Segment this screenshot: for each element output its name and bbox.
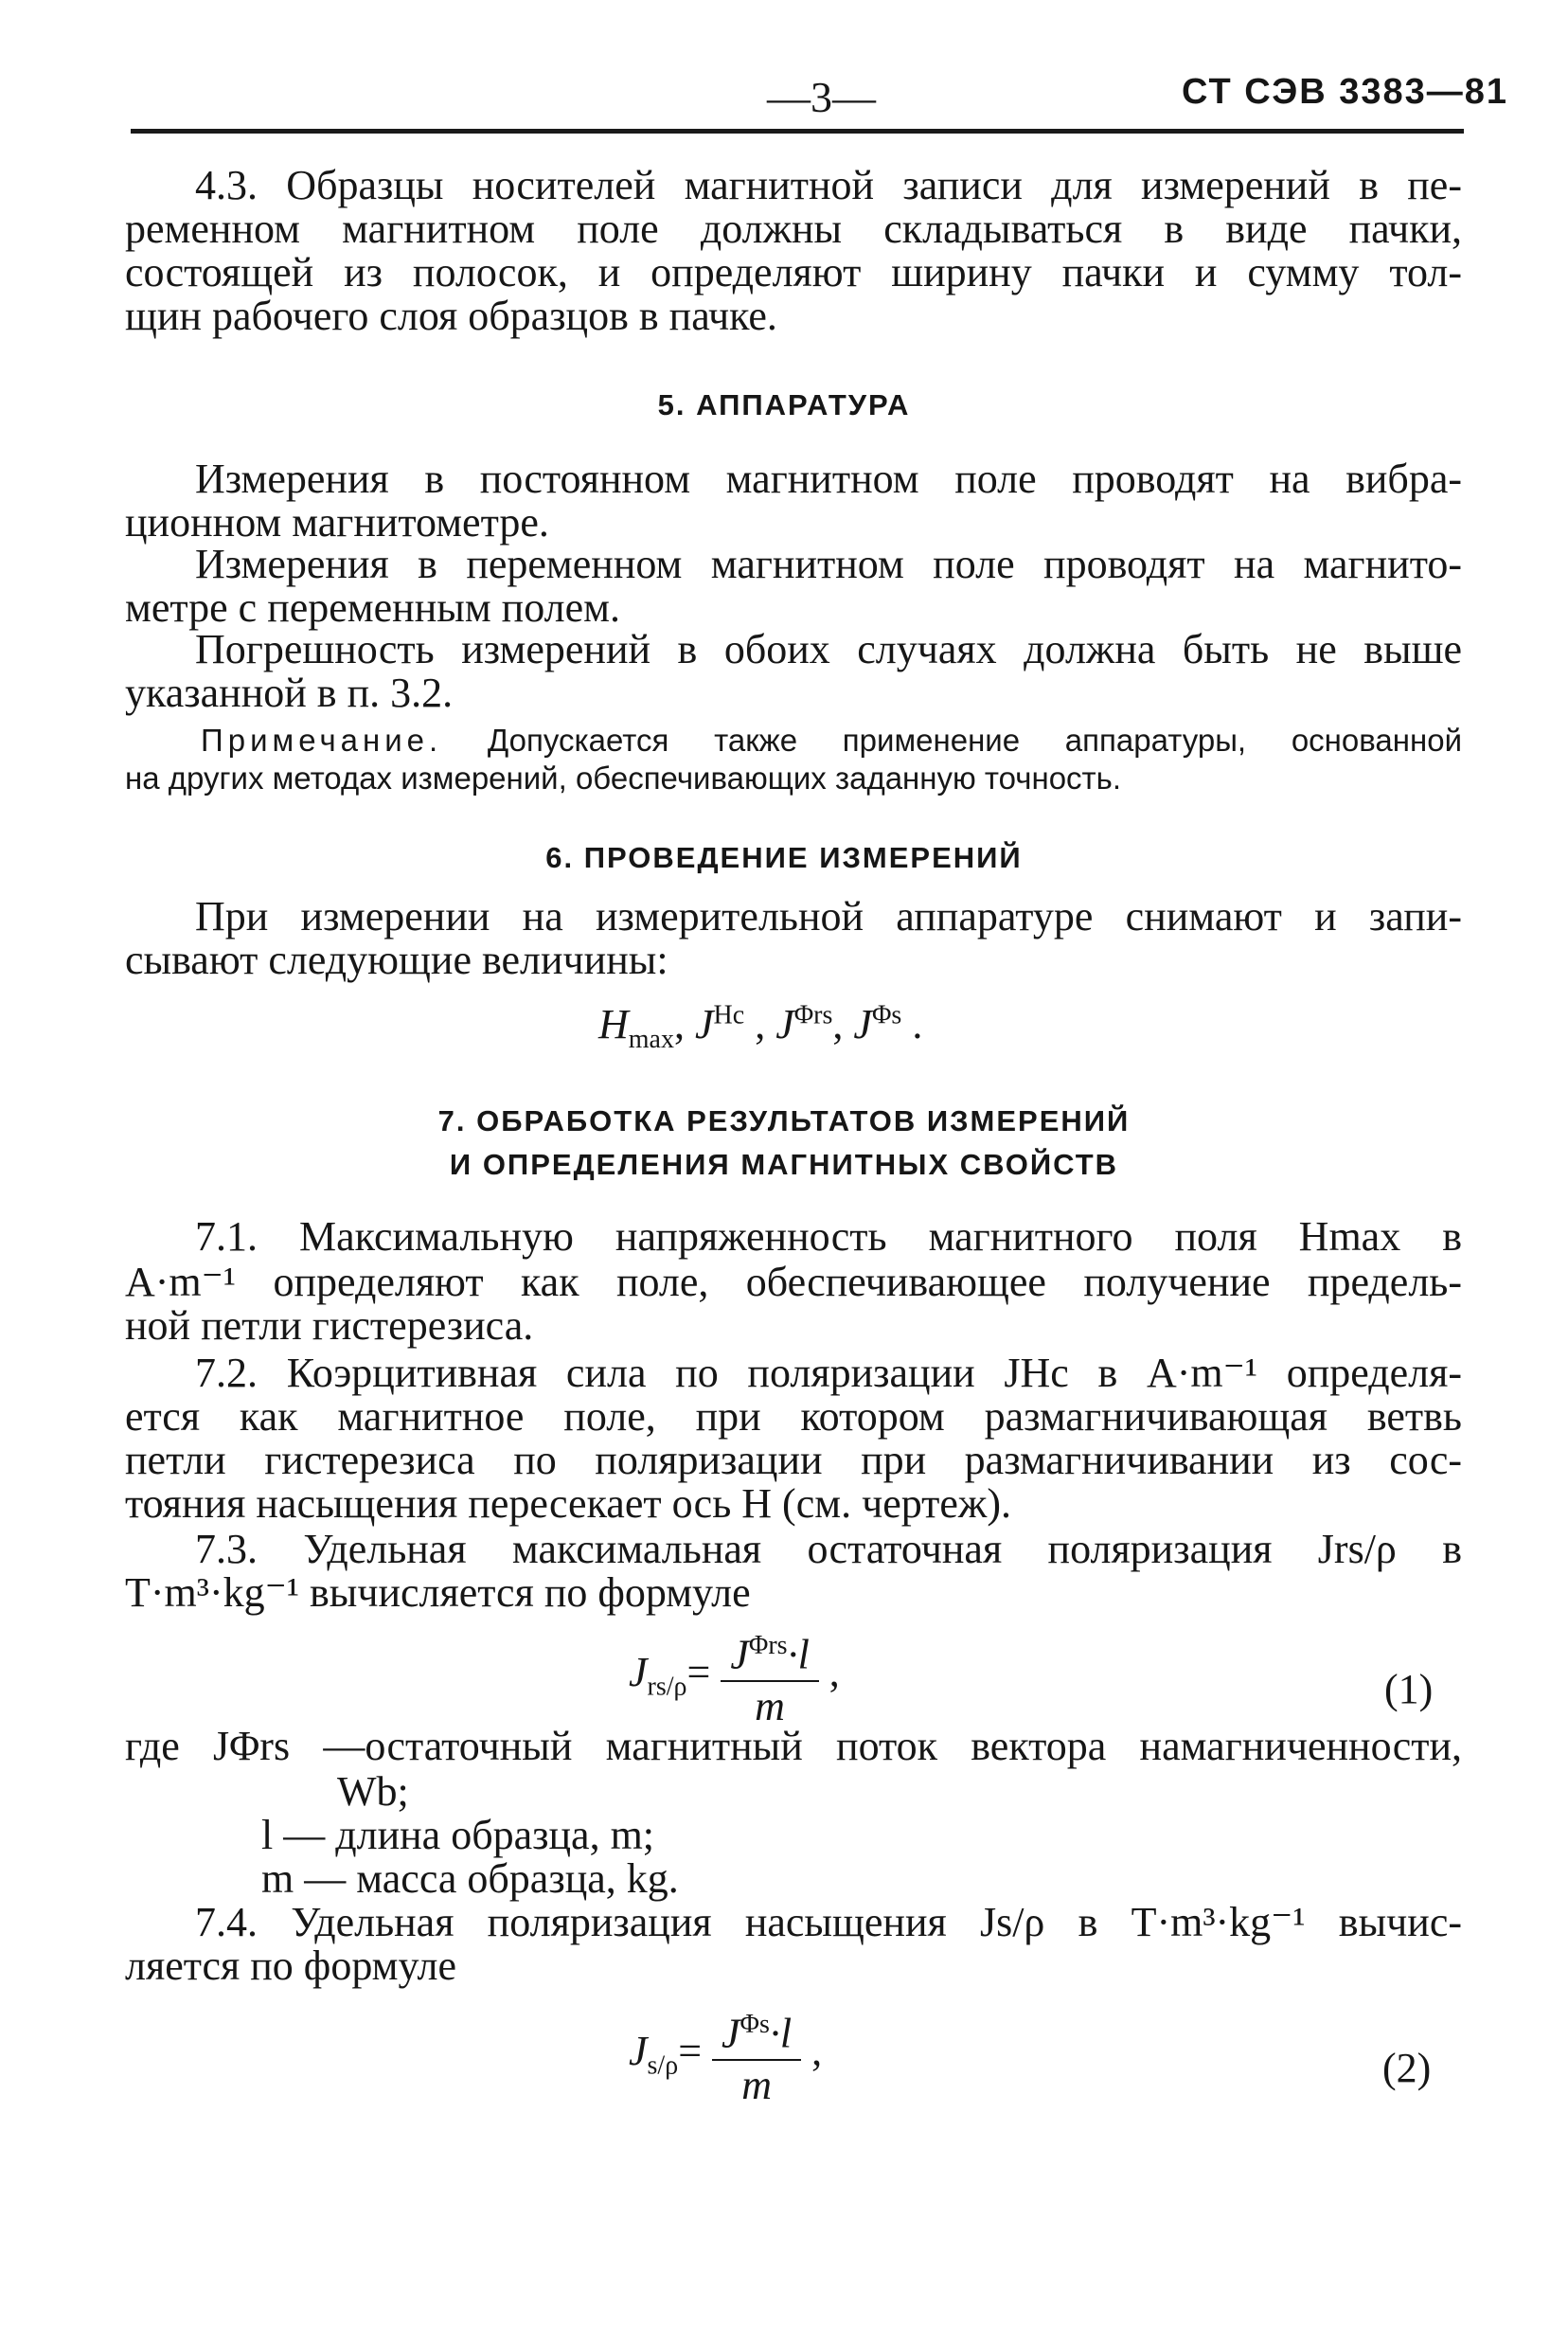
paragraph-line: A·m⁻¹ определяют как поле, обеспечивающее получение предель- xyxy=(125,1259,1462,1305)
note-label: Примечание. xyxy=(201,723,443,758)
paragraph-line: ляется по формуле xyxy=(125,1942,457,1989)
section-heading: И ОПРЕДЕЛЕНИЯ МАГНИТНЫХ СВОЙСТВ xyxy=(449,1148,1119,1181)
paragraph-line: где JΦrs —остаточный магнитный поток вектора намагниченности, xyxy=(125,1723,1462,1769)
paragraph-line: Измерения в переменном магнитном поле проводят на магнито- xyxy=(195,541,1462,587)
formula-2: $J_{s/\rho}=$ $\frac{J^{\Phi s}\cdot l}{m}$ , xyxy=(629,2000,822,2110)
paragraph-line: ременном магнитном поле должны складываться в виде пачки, xyxy=(125,206,1462,252)
paragraph-line: 7.3. Удельная максимальная остаточная поляризация Jrs/ρ в xyxy=(195,1526,1462,1572)
paragraph-line: ционном магнитометре. xyxy=(125,499,549,546)
paragraph-line: Wb; xyxy=(337,1768,409,1815)
paragraph-line: сывают следующие величины: xyxy=(125,937,668,983)
paragraph-line: метре с переменным полем. xyxy=(125,584,620,631)
paragraph-line: 7.4. Удельная поляризация насыщения Js/ρ в T·m³·kg⁻¹ вычис- xyxy=(195,1899,1462,1945)
paragraph-line: 7.2. Коэрцитивная сила по поляризации JHc в A·m⁻¹ определя- xyxy=(195,1350,1462,1396)
equation-number: (2) xyxy=(1382,2045,1432,2091)
paragraph-line: петли гистерезиса по поляризации при размагничивании из сос- xyxy=(125,1437,1462,1483)
paragraph-line: 4.3. Образцы носителей магнитной записи для измерений в пе- xyxy=(195,162,1462,208)
section-heading: 7. ОБРАБОТКА РЕЗУЛЬТАТОВ ИЗМЕРЕНИЙ xyxy=(437,1104,1131,1137)
fraction: $\frac{J^{\Phi rs}\cdot l}{m}$ xyxy=(721,1621,818,1731)
fraction: $\frac{J^{\Phi s}\cdot l}{m}$ xyxy=(712,2000,801,2110)
equation-number: (1) xyxy=(1384,1666,1434,1712)
paragraph-line: тояния насыщения пересекает ось H (см. чертеж). xyxy=(125,1480,1011,1527)
paragraph-line: m — масса образца, kg. xyxy=(261,1855,679,1902)
paragraph-line: T·m³·kg⁻¹ вычисляется по формуле xyxy=(125,1569,751,1616)
measured-quantities: $H_{max}$, $J^{Hc}$ , $J^{\Phi rs}$, $J^{\Phi s}$ . xyxy=(598,1000,923,1054)
paragraph-line: состоящей из полосок, и определяют ширину пачки и сумму тол- xyxy=(125,249,1462,295)
note-line xyxy=(201,722,1462,760)
paragraph-line: ной петли гистерезиса. xyxy=(125,1302,534,1349)
paragraph-line: l — длина образца, m; xyxy=(261,1812,655,1858)
standard-code: СТ СЭВ 3383—81 xyxy=(1182,72,1509,112)
paragraph-line: ется как магнитное поле, при котором размагничивающая ветвь xyxy=(125,1393,1462,1440)
formula-1: $J_{rs/\rho}=$ $\frac{J^{\Phi rs}\cdot l}{m}$ , xyxy=(629,1621,840,1731)
section-heading: 5. АППАРАТУРА xyxy=(657,388,911,421)
paragraph-line: Измерения в постоянном магнитном поле проводят на вибра- xyxy=(195,456,1462,502)
paragraph-line: указанной в п. 3.2. xyxy=(125,670,454,716)
note-line: на других методах измерений, обеспечивающих заданную точность. xyxy=(125,761,1122,796)
paragraph-line: Погрешность измерений в обоих случаях должна быть не выше xyxy=(195,626,1462,672)
paragraph-line: 7.1. Максимальную напряженность магнитного поля Hmax в xyxy=(195,1213,1462,1260)
paragraph-line: При измерении на измерительной аппаратуре снимают и запи- xyxy=(195,893,1462,940)
paragraph-line: щин рабочего слоя образцов в пачке. xyxy=(125,293,777,339)
page-number: —3— xyxy=(767,73,876,121)
note-text: Допускается также применение аппаратуры, основанной xyxy=(487,723,1462,758)
section-heading: 6. ПРОВЕДЕНИЕ ИЗМЕРЕНИЙ xyxy=(545,841,1023,874)
header-rule xyxy=(131,129,1464,134)
